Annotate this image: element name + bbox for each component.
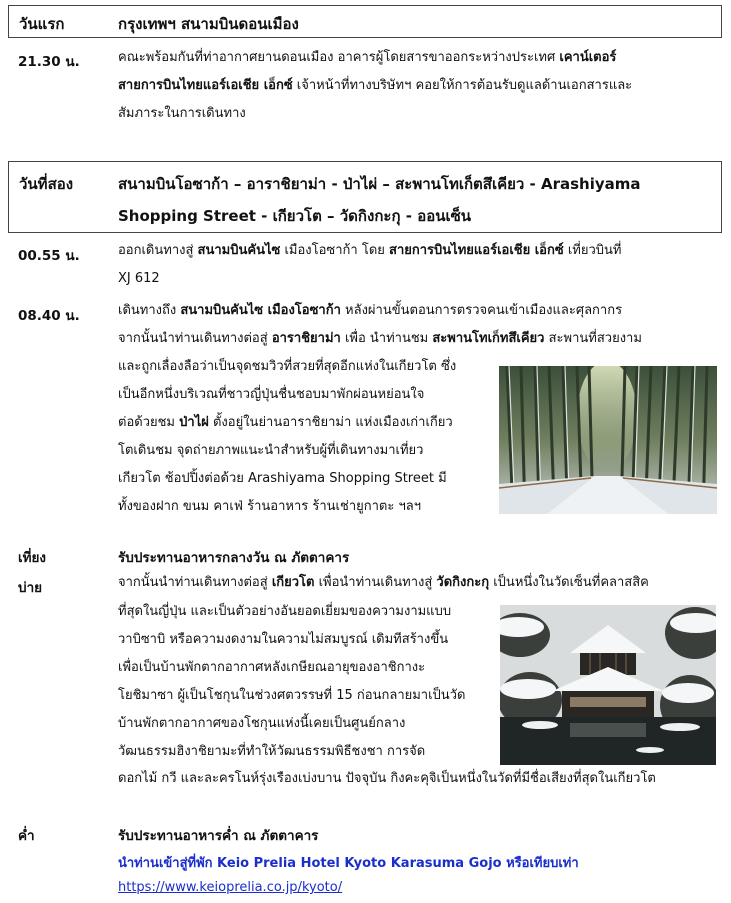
day2-title-line2: Shopping Street - เกียวโต – วัดกิงกะกุ - ออนเซ็น [118,207,472,225]
day2-label: วันที่สอง [19,175,74,193]
bamboo-forest-photo [499,366,717,514]
dinner-label: ค่ำ [18,828,35,844]
afternoon-label: บ่าย [18,580,43,596]
day1-label: วันแรก [19,15,65,33]
hotel-info: นำท่านเข้าสู่ที่พัก Keio Prelia Hotel Kyoto Karasuma Gojo หรือเทียบเท่า [118,856,579,871]
flight-description: ออกเดินทางสู่ สนามบินคันไซ เมืองโอซาก้า โดย สายการบินไทยแอร์เอเชีย เอ็กซ์ เที่ยวบินที่ XJ 612 [118,243,622,286]
day2-header-box [8,161,722,233]
arrival-description-wrap: และถูกเลื่องลือว่าเป็นจุดชมวิวที่สวยที่สุดอีกแห่งในเกียวโต ซึ่ง เป็นอีกหนึ่งบริเวณที่ชาวญี่ปุ่นชื่นชอบมาพักผ่อนหย่อนใจ ต่อด้วยชม ป่าไผ่ ตั้งอยู่ในย่านอาราชิยาม่า แห่งเมืองเก่าเกียว โตเดินชม จุดถ่ายภาพแนะนำสำหรับผู้ที่เดินทางมาเที่ยว เกียวโต ช้อปปิ้งต่อด้วย Arashiyama Shopping Street มี ทั้งของฝาก ขนม คาเฟ่ ร้านอาหาร ร้านเช่ายูกาตะ ฯลฯ [118,359,457,514]
flight-time: 00.55 น. [18,248,80,264]
day2-title-line1: สนามบินโอซาก้า – อาราชิยาม่า - ป่าไผ่ – สะพานโทเก็ตสึเคียว - Arashiyama [118,175,641,193]
day1-title: กรุงเทพฯ สนามบินดอนเมือง [118,15,299,33]
arrival-description-top: เดินทางถึง สนามบินคันไซ เมืองโอซาก้า หลังผ่านขั้นตอนการตรวจคนเข้าเมืองและศุลกากร จากนั้นนำท่านเดินทางต่อสู่ อาราชิยาม่า เพื่อ นำท่านชม สะพานโทเก็ทสึเคียว สะพานที่สวยงาม [118,303,642,346]
dinner-text: รับประทานอาหารค่ำ ณ ภัตตาคาร [118,828,319,844]
hotel-website-link[interactable]: https://www.keioprelia.co.jp/kyoto/ [118,880,343,895]
afternoon-description-wrap: ที่สุดในญี่ปุ่น และเป็นตัวอย่างอันยอดเยี่ยมของความงามแบบ วาบิซาบิ หรือความงดงามในความไม่สมบูรณ์ เดิมทีสร้างขึ้น เพื่อเป็นบ้านพักตากอากาศหลังเกษียณอายุของอาชิกางะ โยชิมาซา ผู้เป็นโชกุนในช่วงศตวรรษที่ 15 ก่อนกลายมาเป็นวัด บ้านพักตากอากาศของโชกุนแห่งนี้เคยเป็นศูนย์กลาง วัฒนธรรมฮิงาชิยามะที่ทำให้วัฒนธรรมพิธีชงชา การจัด [118,604,466,759]
lunch-text: รับประทานอาหารกลางวัน ณ ภัตตาคาร [118,550,350,566]
lunch-label: เที่ยง [18,550,47,566]
day1-description: คณะพร้อมกันที่ท่าอากาศยานดอนเมือง อาคารผู้โดยสารขาออกระหว่างประเทศ เคาน์เตอร์ สายการบินไทยแอร์เอเชีย เอ็กซ์ เจ้าหน้าที่ทางบริษัทฯ คอยให้การต้อนรับดูแลด้านเอกสารและ สัมภาระในการเดินทาง [118,50,633,121]
afternoon-description-bottom: ดอกไม้ กวี และละครโนห์รุ่งเรืองเบ่งบาน ปัจจุบัน กิงคะคุจิเป็นหนึ่งในวัดที่มีชื่อเสียงที่สุดในเกียวโต [118,771,656,786]
day1-time: 21.30 น. [18,54,80,70]
arrival-time: 08.40 น. [18,308,80,324]
day1-header-box [8,5,722,38]
afternoon-description-top: จากนั้นนำท่านเดินทางต่อสู่ เกียวโต เพื่อนำท่านเดินทางสู่ วัดกิงกะกุ เป็นหนึ่งในวัดเซ็นที่คลาสสิค [118,575,649,590]
ginkakuji-temple-photo [500,605,716,765]
